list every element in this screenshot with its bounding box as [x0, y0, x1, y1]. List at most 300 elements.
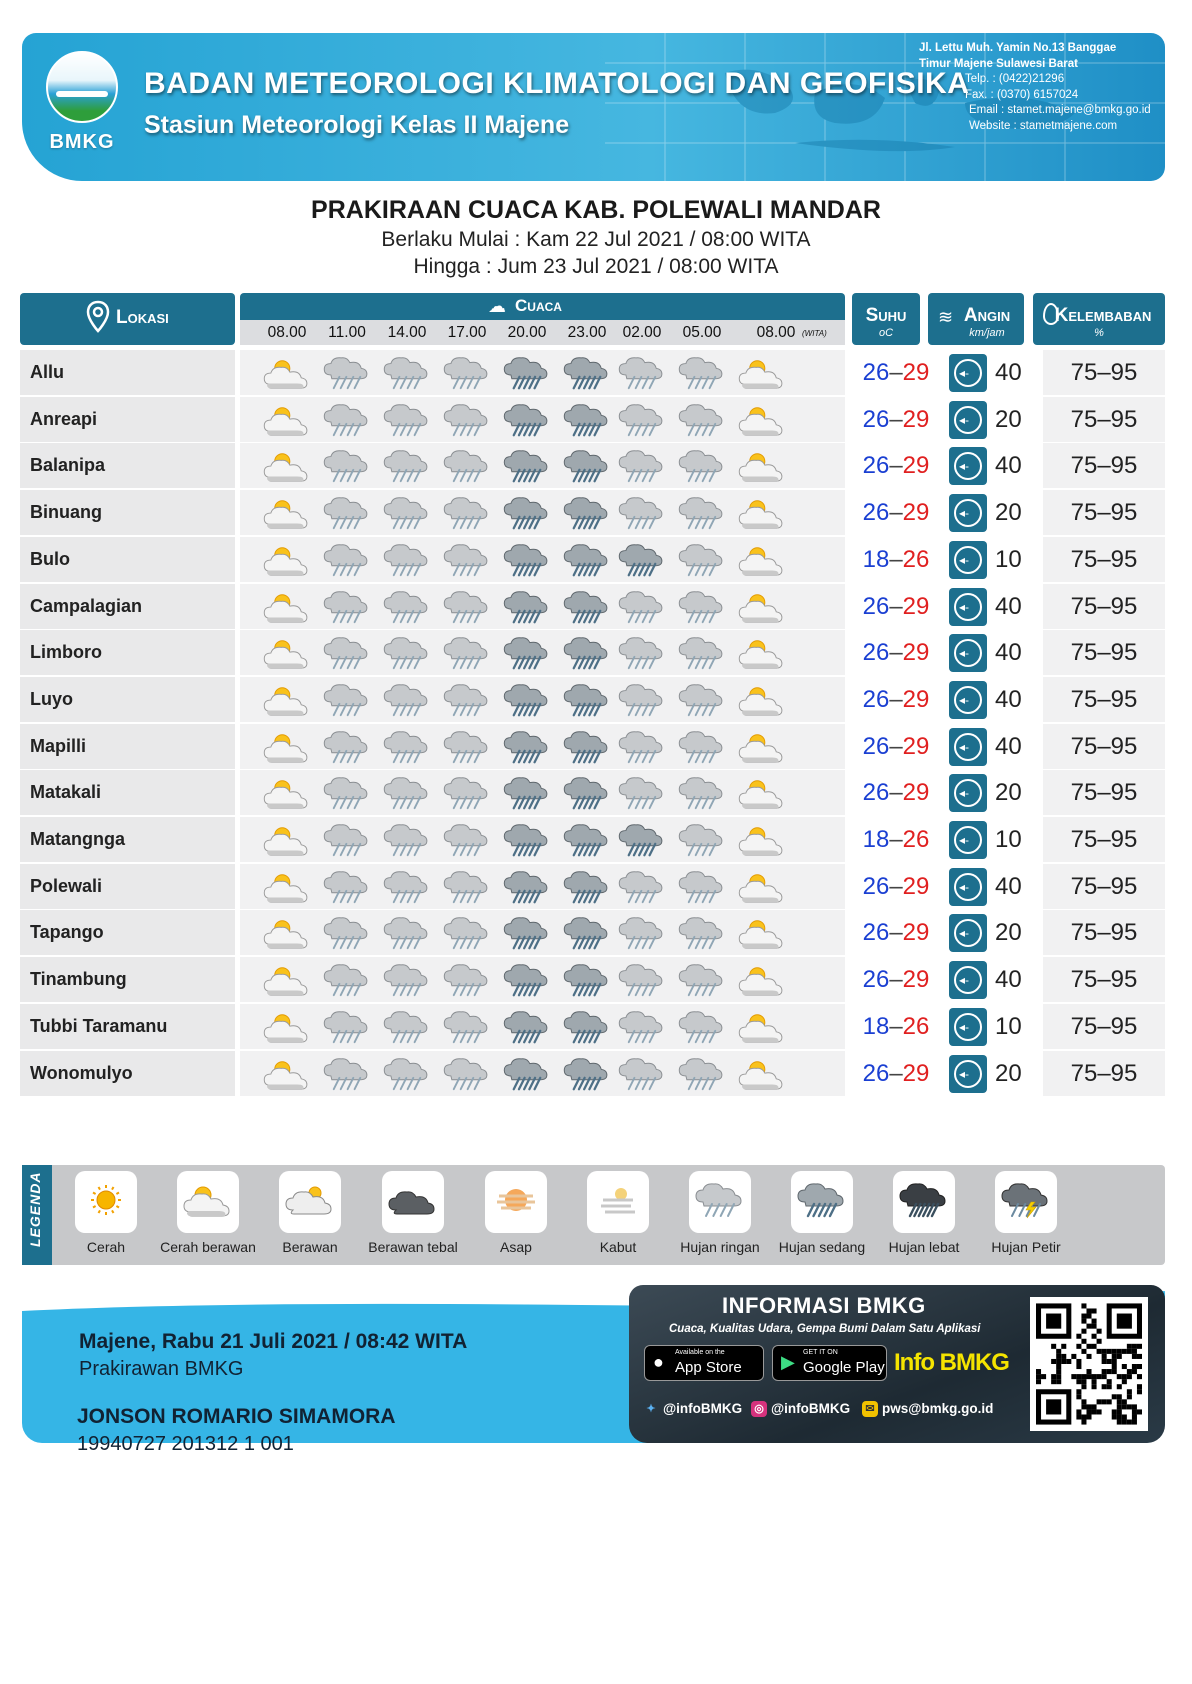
temperature-cell: 26–29: [852, 397, 940, 442]
header-banner: [22, 33, 1165, 181]
humidity-cell: 75–95: [1043, 630, 1165, 675]
moderate-rain-icon: [562, 916, 612, 952]
time-row: [240, 320, 845, 345]
partly-cloudy-icon: [262, 356, 312, 392]
overcast-icon: [382, 1171, 444, 1233]
partly-cloudy-icon: [737, 916, 787, 952]
legend-item: [51, 1171, 161, 1255]
light-rain-icon: [617, 496, 667, 532]
wind-direction-icon: ◂-: [949, 1008, 987, 1046]
light-rain-icon: [677, 403, 727, 439]
light-rain-icon: [677, 730, 727, 766]
appstore-big-text: App Store: [675, 1359, 742, 1376]
light-rain-icon: [617, 730, 667, 766]
cloudy-icon: [279, 1171, 341, 1233]
humidity-cell: 75–95: [1043, 677, 1165, 722]
light-rain-icon: [442, 496, 492, 532]
light-rain-icon: [677, 449, 727, 485]
temp-max: 29: [902, 779, 930, 806]
temp-max: 29: [902, 919, 930, 946]
partly-cloudy-icon: [737, 403, 787, 439]
address-line-2: Timur Majene Sulawesi Barat: [919, 57, 1078, 70]
time-label: 05.00: [682, 324, 722, 341]
partly-cloudy-icon: [262, 916, 312, 952]
wind-cell: [945, 537, 1033, 582]
wind-speed: 40: [995, 359, 1022, 386]
light-rain-icon: [677, 636, 727, 672]
temp-max: 29: [902, 966, 930, 993]
location-name: Binuang: [30, 502, 102, 522]
weather-cells: [240, 397, 845, 442]
legend-item: [153, 1171, 263, 1255]
weather-cells: [240, 1004, 845, 1049]
wind-direction-icon: ◂-: [949, 728, 987, 766]
partly-cloudy-icon: [737, 496, 787, 532]
wind-direction-icon: ◂-: [949, 774, 987, 812]
thunderstorm-icon: [995, 1171, 1057, 1233]
moderate-rain-icon: [502, 730, 552, 766]
temp-max: 29: [902, 639, 930, 666]
instagram-handle[interactable]: ◎ @infoBMKG: [751, 1401, 850, 1417]
email-contact[interactable]: ✉ pws@bmkg.go.id: [862, 1401, 993, 1417]
sunny-icon: [75, 1171, 137, 1233]
temp-min: 18: [862, 1013, 890, 1040]
lokasi-label: Lokasi: [116, 307, 169, 328]
location-cell: [20, 350, 235, 395]
appstore-small-text: Available on the: [675, 1349, 725, 1356]
weather-cells: [240, 630, 845, 675]
humidity-cell: 75–95: [1043, 584, 1165, 629]
light-rain-icon: [382, 356, 432, 392]
moderate-rain-icon: [502, 543, 552, 579]
location-name: Luyo: [30, 689, 73, 709]
partly-cloudy-icon: [262, 590, 312, 626]
partly-cloudy-icon: [262, 730, 312, 766]
light-rain-icon: [617, 449, 667, 485]
moderate-rain-icon: [562, 1010, 612, 1046]
table-row: [20, 677, 1165, 722]
location-cell: [20, 957, 235, 1002]
table-row: [20, 443, 1165, 488]
table-row: [20, 864, 1165, 909]
location-cell: [20, 770, 235, 815]
wind-cell: [945, 490, 1033, 535]
light-rain-icon: [677, 496, 727, 532]
light-rain-icon: [322, 823, 372, 859]
time-label: 08.00: [756, 324, 796, 341]
temperature-cell: 18–26: [852, 817, 940, 862]
moderate-rain-icon: [562, 963, 612, 999]
light-rain-icon: [442, 916, 492, 952]
fax: Fax. : (0370) 6157024: [965, 88, 1079, 101]
table-row: [20, 1051, 1165, 1096]
wind-direction-icon: ◂-: [949, 681, 987, 719]
wind-direction-icon: ◂-: [949, 354, 987, 392]
weather-cells: [240, 724, 845, 769]
wind-direction-icon: ◂-: [949, 821, 987, 859]
moderate-rain-icon: [502, 916, 552, 952]
light-rain-icon: [322, 356, 372, 392]
partly-cloudy-icon: [262, 963, 312, 999]
legend-label: Hujan Petir: [991, 1239, 1061, 1255]
forecast-title: PRAKIRAAN CUACA KAB. POLEWALI MANDAR: [311, 196, 881, 224]
light-rain-icon: [617, 916, 667, 952]
angin-unit: km/jam: [969, 327, 1005, 339]
moderate-rain-icon: [562, 730, 612, 766]
partly-cloudy-icon: [737, 823, 787, 859]
light-rain-icon: [689, 1171, 751, 1233]
light-rain-icon: [382, 1057, 432, 1093]
moderate-rain-icon: [502, 636, 552, 672]
wind-cell: [945, 350, 1033, 395]
legend-item: [971, 1171, 1081, 1255]
wind-cell: [945, 630, 1033, 675]
time-label: 11.00: [328, 324, 366, 341]
location-name: Wonomulyo: [30, 1063, 133, 1083]
light-rain-icon: [617, 403, 667, 439]
gplay-small-text: GET IT ON: [803, 1349, 838, 1356]
valid-to: Hingga : Jum 23 Jul 2021 / 08:00 WITA: [413, 255, 779, 278]
wind-cell: [945, 770, 1033, 815]
time-label: 02.00: [622, 324, 662, 341]
table-row: [20, 910, 1165, 955]
location-cell: [20, 864, 235, 909]
light-rain-icon: [322, 870, 372, 906]
moderate-rain-icon: [562, 1057, 612, 1093]
wind-direction-icon: ◂-: [949, 868, 987, 906]
light-rain-icon: [442, 590, 492, 626]
google-play-badge[interactable]: [772, 1345, 887, 1381]
legend: [22, 1165, 1165, 1265]
light-rain-icon: [322, 403, 372, 439]
wind-cell: [945, 677, 1033, 722]
instagram-icon: ◎: [751, 1401, 767, 1417]
wind-speed: 10: [995, 546, 1022, 573]
moderate-rain-icon: [617, 543, 667, 579]
time-label: 14.00: [387, 324, 427, 341]
moderate-rain-icon: [562, 823, 612, 859]
light-rain-icon: [442, 636, 492, 672]
contact-block: [919, 41, 1151, 134]
light-rain-icon: [617, 683, 667, 719]
wind-speed: 20: [995, 499, 1022, 526]
wind-speed: 40: [995, 873, 1022, 900]
temp-min: 26: [862, 966, 890, 993]
light-rain-icon: [617, 1057, 667, 1093]
location-name: Matakali: [30, 782, 102, 802]
light-rain-icon: [442, 543, 492, 579]
temperature-cell: 26–29: [852, 770, 940, 815]
light-rain-icon: [442, 1010, 492, 1046]
wind-cell: [945, 817, 1033, 862]
moderate-rain-icon: [562, 403, 612, 439]
legend-label: Cerah: [86, 1239, 126, 1255]
wind-speed: 10: [995, 1013, 1022, 1040]
temp-min: 26: [862, 406, 890, 433]
qr-code: [1030, 1297, 1148, 1431]
weather-cells: [240, 677, 845, 722]
light-rain-icon: [442, 403, 492, 439]
partly-cloudy-icon: [737, 776, 787, 812]
temp-min: 26: [862, 733, 890, 760]
email: Email : stamet.majene@bmkg.go.id: [969, 104, 1151, 116]
light-rain-icon: [442, 1057, 492, 1093]
light-rain-icon: [442, 356, 492, 392]
temperature-cell: 26–29: [852, 724, 940, 769]
table-row: [20, 490, 1165, 535]
time-label: 08.00: [267, 324, 307, 341]
humidity-cell: 75–95: [1043, 350, 1165, 395]
bmkg-logo: [42, 51, 122, 163]
temp-max: 29: [902, 1060, 930, 1087]
moderate-rain-icon: [502, 1010, 552, 1046]
suhu-label: Suhu: [865, 305, 907, 326]
wind-cell: [945, 1051, 1033, 1096]
heavy-rain-icon: [893, 1171, 955, 1233]
weather-cells: [240, 537, 845, 582]
location-name: Polewali: [30, 876, 103, 896]
light-rain-icon: [322, 636, 372, 672]
app-store-badge[interactable]: [644, 1345, 764, 1381]
humidity-cell: 75–95: [1043, 397, 1165, 442]
temp-max: 26: [902, 546, 930, 573]
weather-cells: [240, 910, 845, 955]
partly-cloudy-icon: [262, 403, 312, 439]
temp-max: 29: [902, 593, 930, 620]
light-rain-icon: [617, 776, 667, 812]
light-rain-icon: [322, 730, 372, 766]
location-cell: [20, 630, 235, 675]
partly-cloudy-icon: [262, 543, 312, 579]
partly-cloudy-icon: [737, 870, 787, 906]
weather-cells: [240, 443, 845, 488]
temperature-cell: 26–29: [852, 584, 940, 629]
table-row: [20, 957, 1165, 1002]
moderate-rain-icon: [502, 403, 552, 439]
partly-cloudy-icon: [262, 870, 312, 906]
light-rain-icon: [382, 496, 432, 532]
column-header-kelembaban: [1033, 293, 1165, 345]
temperature-cell: 26–29: [852, 630, 940, 675]
wind-cell: [945, 443, 1033, 488]
light-rain-icon: [677, 683, 727, 719]
table-row: [20, 630, 1165, 675]
location-cell: [20, 910, 235, 955]
partly-cloudy-icon: [262, 496, 312, 532]
location-name: Limboro: [30, 642, 102, 662]
kelembaban-label: Kelembaban: [1054, 305, 1152, 326]
humidity-cell: 75–95: [1043, 490, 1165, 535]
moderate-rain-icon: [562, 543, 612, 579]
column-header-suhu: [852, 293, 920, 345]
temp-max: 29: [902, 873, 930, 900]
humidity-cell: 75–95: [1043, 957, 1165, 1002]
apple-icon: ●: [653, 1352, 664, 1372]
table-row: [20, 1004, 1165, 1049]
temperature-cell: 18–26: [852, 537, 940, 582]
temp-max: 29: [902, 452, 930, 479]
temperature-cell: 26–29: [852, 957, 940, 1002]
moderate-rain-icon: [502, 823, 552, 859]
partly-cloudy-icon: [737, 543, 787, 579]
partly-cloudy-icon: [177, 1171, 239, 1233]
phone: Telp. : (0422)21296: [965, 73, 1065, 85]
twitter-handle[interactable]: ✦ @infoBMKG: [643, 1401, 742, 1417]
location-name: Matangnga: [30, 829, 126, 849]
wind-cell: [945, 584, 1033, 629]
light-rain-icon: [677, 590, 727, 626]
partly-cloudy-icon: [737, 449, 787, 485]
light-rain-icon: [617, 870, 667, 906]
legend-item: [563, 1171, 673, 1255]
mail-icon: ✉: [862, 1401, 878, 1417]
location-cell: [20, 724, 235, 769]
wind-speed: 40: [995, 593, 1022, 620]
time-label: 17.00: [447, 324, 487, 341]
location-cell: [20, 490, 235, 535]
light-rain-icon: [677, 870, 727, 906]
humidity-cell: 75–95: [1043, 770, 1165, 815]
legend-item: [461, 1171, 571, 1255]
temperature-cell: 26–29: [852, 910, 940, 955]
forecaster-nip: 19940727 201312 1 001: [77, 1433, 294, 1455]
wind-speed: 40: [995, 733, 1022, 760]
temp-min: 26: [862, 919, 890, 946]
temp-max: 26: [902, 1013, 930, 1040]
partly-cloudy-icon: [737, 636, 787, 672]
moderate-rain-icon: [562, 449, 612, 485]
temp-max: 29: [902, 499, 930, 526]
weather-cells: [240, 350, 845, 395]
humidity-cell: 75–95: [1043, 443, 1165, 488]
light-rain-icon: [322, 963, 372, 999]
wind-speed: 20: [995, 919, 1022, 946]
partly-cloudy-icon: [737, 590, 787, 626]
issued-datetime: Majene, Rabu 21 Juli 2021 / 08:42 WITA: [79, 1330, 468, 1353]
location-cell: [20, 677, 235, 722]
table-row: [20, 724, 1165, 769]
forecaster-role: Prakirawan BMKG: [79, 1358, 244, 1380]
light-rain-icon: [322, 683, 372, 719]
moderate-rain-icon: [562, 870, 612, 906]
location-cell: [20, 537, 235, 582]
location-name: Campalagian: [30, 596, 143, 616]
valid-from: Berlaku Mulai : Kam 22 Jul 2021 / 08:00 WITA: [381, 228, 811, 251]
table-row: [20, 817, 1165, 862]
wind-cell: [945, 957, 1033, 1002]
temp-min: 26: [862, 593, 890, 620]
humidity-cell: 75–95: [1043, 1051, 1165, 1096]
temp-min: 26: [862, 1060, 890, 1087]
time-label: 20.00: [507, 324, 547, 341]
moderate-rain-icon: [562, 683, 612, 719]
wind-speed: 10: [995, 826, 1022, 853]
partly-cloudy-icon: [737, 963, 787, 999]
moderate-rain-icon: [562, 776, 612, 812]
legend-title: LEGENDA: [27, 1171, 43, 1247]
humidity-cell: 75–95: [1043, 910, 1165, 955]
wind-speed: 40: [995, 452, 1022, 479]
light-rain-icon: [322, 1057, 372, 1093]
location-name: Anreapi: [30, 409, 98, 429]
wind-speed: 20: [995, 406, 1022, 433]
legend-label: Kabut: [599, 1239, 637, 1255]
light-rain-icon: [322, 916, 372, 952]
light-rain-icon: [617, 590, 667, 626]
column-header-angin: [928, 293, 1024, 345]
info-subtitle: Cuaca, Kualitas Udara, Gempa Bumi Dalam Satu Aplikasi: [669, 1323, 981, 1335]
moderate-rain-icon: [562, 356, 612, 392]
moderate-rain-icon: [562, 590, 612, 626]
light-rain-icon: [322, 1010, 372, 1046]
humidity-cell: 75–95: [1043, 817, 1165, 862]
light-rain-icon: [442, 963, 492, 999]
location-name: Tapango: [30, 922, 104, 942]
weather-cells: [240, 864, 845, 909]
gplay-big-text: Google Play: [803, 1359, 885, 1376]
moderate-rain-icon: [562, 636, 612, 672]
temp-min: 26: [862, 499, 890, 526]
fog-icon: [587, 1171, 649, 1233]
partly-cloudy-icon: [737, 1010, 787, 1046]
temp-max: 29: [902, 733, 930, 760]
light-rain-icon: [322, 543, 372, 579]
temp-min: 26: [862, 779, 890, 806]
legend-label: Berawan: [282, 1239, 338, 1255]
wind-cell: [945, 864, 1033, 909]
light-rain-icon: [617, 1010, 667, 1046]
legend-item: [869, 1171, 979, 1255]
light-rain-icon: [382, 1010, 432, 1046]
table-row: [20, 350, 1165, 395]
light-rain-icon: [677, 963, 727, 999]
wind-direction-icon: ◂-: [949, 588, 987, 626]
light-rain-icon: [382, 823, 432, 859]
table-row: [20, 584, 1165, 629]
moderate-rain-icon: [502, 963, 552, 999]
logo-text: BMKG: [49, 131, 115, 153]
weather-cells: [240, 1051, 845, 1096]
location-cell: [20, 397, 235, 442]
light-rain-icon: [677, 356, 727, 392]
twitter-icon: ✦: [646, 1403, 656, 1416]
light-rain-icon: [382, 730, 432, 766]
temp-max: 29: [902, 686, 930, 713]
legend-label: Berawan tebal: [368, 1239, 458, 1255]
temp-max: 26: [902, 826, 930, 853]
legend-tag: [22, 1165, 52, 1265]
partly-cloudy-icon: [262, 776, 312, 812]
light-rain-icon: [382, 683, 432, 719]
website: Website : stametmajene.com: [969, 119, 1118, 132]
haze-icon: [485, 1171, 547, 1233]
legend-label: Asap: [500, 1239, 532, 1255]
light-rain-icon: [442, 823, 492, 859]
light-rain-icon: [322, 776, 372, 812]
light-rain-icon: [382, 963, 432, 999]
wind-direction-icon: ◂-: [949, 1055, 987, 1093]
location-cell: [20, 817, 235, 862]
wind-direction-icon: ◂-: [949, 494, 987, 532]
location-cell: [20, 1051, 235, 1096]
moderate-rain-icon: [502, 496, 552, 532]
location-cell: [20, 1004, 235, 1049]
legend-label: Hujan ringan: [680, 1239, 760, 1255]
temperature-cell: 26–29: [852, 1051, 940, 1096]
time-zone-label: (WITA): [802, 329, 827, 338]
wind-direction-icon: ◂-: [949, 541, 987, 579]
light-rain-icon: [322, 590, 372, 626]
